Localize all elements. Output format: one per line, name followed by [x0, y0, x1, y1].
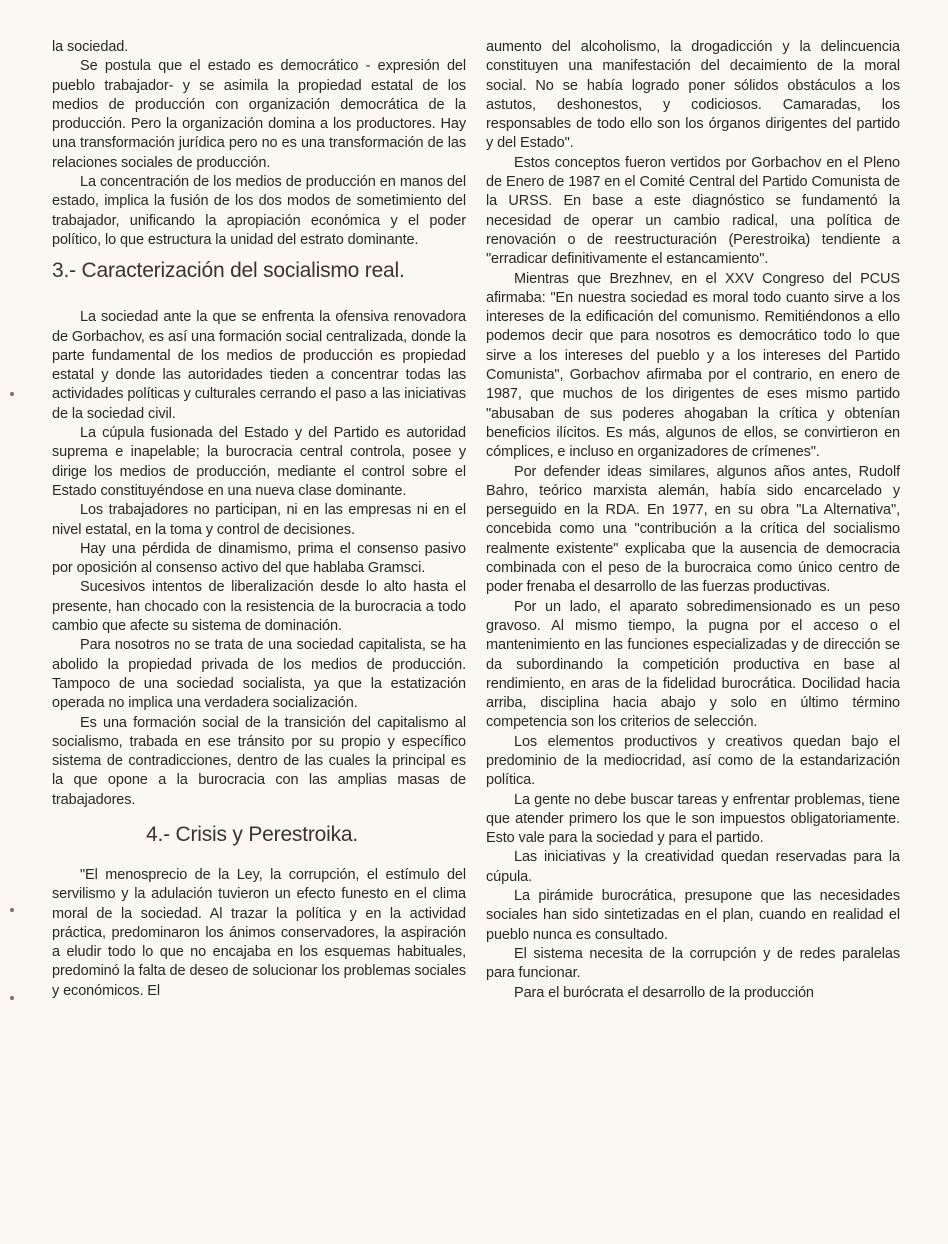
paragraph: La gente no debe buscar tareas y enfrentar problemas, tiene que atender primero los que le son impuestos obligatoriamente. Esto vale para la sociedad y para el partido. [486, 791, 900, 847]
paragraph: Se postula que el estado es democrático - expresión del pueblo trabajador- y se asimila la propiedad estatal de los medios de producción con organización democrática de la producción. Pero la organización domina a los productores. Hay una transformación jurídica pero no es una transformación de las relaciones sociales de producción. [52, 58, 466, 171]
right-column [486, 38, 900, 1003]
paragraph: La cúpula fusionada del Estado y del Partido es autoridad suprema e inapelable; la burocracia central controla, posee y dirige los medios de producción, mediante el control sobre el Estado constituyéndose en una nueva clase dominante. [52, 425, 466, 499]
section-heading: 3.- Caracterización del socialismo real. [52, 259, 405, 283]
section-heading: 4.- Crisis y Perestroika. [145, 822, 359, 846]
paragraph: la sociedad. [52, 39, 129, 55]
paragraph: "El menosprecio de la Ley, la corrupción, el estímulo del servilismo y la adulación tuvieron un efecto funesto en el clima moral de la sociedad. Al trazar la política y en la actividad práctica, predominaron los ánimos conservadores, la aspiración a eludir todo lo que no encajaba en los esquemas habituales, predominó la falta de deseo de solucionar los problemas sociales y económicos. El [52, 866, 466, 999]
paragraph: Los elementos productivos y creativos quedan bajo el predominio de la mediocridad, así como de la estandarización política. [486, 733, 900, 789]
margin-mark [10, 908, 14, 912]
paragraph: Para nosotros no se trata de una sociedad capitalista, se ha abolido la propiedad privada de los medios de producción. Tampoco de una sociedad socialista, ya que la estatización operada no implica una verdadera socialización. [52, 637, 466, 712]
margin-mark [10, 996, 14, 1000]
paragraph: Por un lado, el aparato sobredimensionado es un peso gravoso. Al mismo tiempo, la pugna por el acceso o el mantenimiento en las funciones especializadas y de dirección se da subordinando la competición productiva en base al rendimiento, en aras de la fidelidad burocrática. Docilidad hacia arriba, disciplina hacia abajo y solo en último término competencia son los criterios de selección. [486, 598, 900, 731]
paragraph: El sistema necesita de la corrupción y de redes paralelas para funcionar. [486, 945, 900, 982]
paragraph: Por defender ideas similares, algunos años antes, Rudolf Bahro, teórico marxista alemán, había sido encarcelado y perseguido en la RDA. En 1977, en su obra "La Alternativa", concebida como una "contribución a la crítica del socialismo realmente existente" explicaba que la ausencia de democracia combinada con el peso de la burocraica como único centro de poder frenaba el desarrollo de las fuerzas productivas. [486, 463, 900, 596]
paragraph: Las iniciativas y la creatividad quedan reservadas para la cúpula. [486, 849, 900, 885]
left-column [52, 38, 466, 1001]
paragraph: aumento del alcoholismo, la drogadicción y la delincuencia constituyen una manifestación del decaimiento de la moral social. No se había logrado poner sólidos obstáculos a los astutos, deshonestos, y codiciosos. Camaradas, los responsables de todo ello son los órganos dirigentes del partido y del Estado". [486, 39, 900, 152]
paragraph: Mientras que Brezhnev, en el XXV Congreso del PCUS afirmaba: "En nuestra sociedad es moral todo cuanto sirve a los intereses de la edificación del comunismo. Remitiéndonos a ello podemos decir que para nosotros es democrático todo lo que sirve a los intereses del pueblo y a los intereses del Partido Comunista", Gorbachov afirmaba por el contrario, en enero de 1987, que muchos de los dirigentes de eses mismo partido "abusaban de sus poderes ahogaban la crítica y obtenían beneficios ilícitos. Es más, algunos de ellos, se convirtieron en cómplices, e incluso en organizadores de crímenes". [486, 270, 900, 461]
paragraph: La concentración de los medios de producción en manos del estado, implica la fusión de los dos modos de sometimiento del trabajador, unificando la apropiación económica y el poder político, lo que estructura la unidad del estrato dominante. [52, 174, 466, 248]
paragraph: Es una formación social de la transición del capitalismo al socialismo, trabada en ese tránsito por su propio y específico sistema de contradicciones, dentro de las cuales la principal es la que opone a la burocracia con las amplias masas de trabajadores. [52, 714, 466, 808]
paragraph: Sucesivos intentos de liberalización desde lo alto hasta el presente, han chocado con la resistencia de la burocracia a todo cambio que afecte su sistema de dominación. [52, 579, 466, 635]
paragraph: Los trabajadores no participan, ni en las empresas ni en el nivel estatal, en la toma y control de decisiones. [52, 502, 466, 538]
margin-mark [10, 392, 14, 396]
paragraph: Para el burócrata el desarrollo de la producción [514, 984, 814, 1001]
paragraph: La pirámide burocrática, presupone que las necesidades sociales han sido sintetizadas en el plan, cuando en realidad el pueblo nunca es consultado. [486, 888, 900, 943]
paragraph: Estos conceptos fueron vertidos por Gorbachov en el Pleno de Enero de 1987 en el Comité Central del Partido Comunista de la URSS. En base a este diagnóstico se fundamentó la necesidad de operar un cambio radical, una política de renovación o de reestructuración (Perestroika) tendiente a "erradicar definitivamente el estancamiento". [486, 154, 900, 268]
paragraph: Hay una pérdida de dinamismo, prima el consenso pasivo por oposición al consenso activo del que hablaba Gramsci. [52, 540, 466, 577]
paragraph: La sociedad ante la que se enfrenta la ofensiva renovadora de Gorbachov, es así una formación social centralizada, donde la parte fundamental de los medios de producción es propiedad estatal y donde las autoridades tieden a concentrar todas las actividades políticas y culturales cerrando el paso a las iniciativas de la sociedad civil. [52, 309, 466, 422]
